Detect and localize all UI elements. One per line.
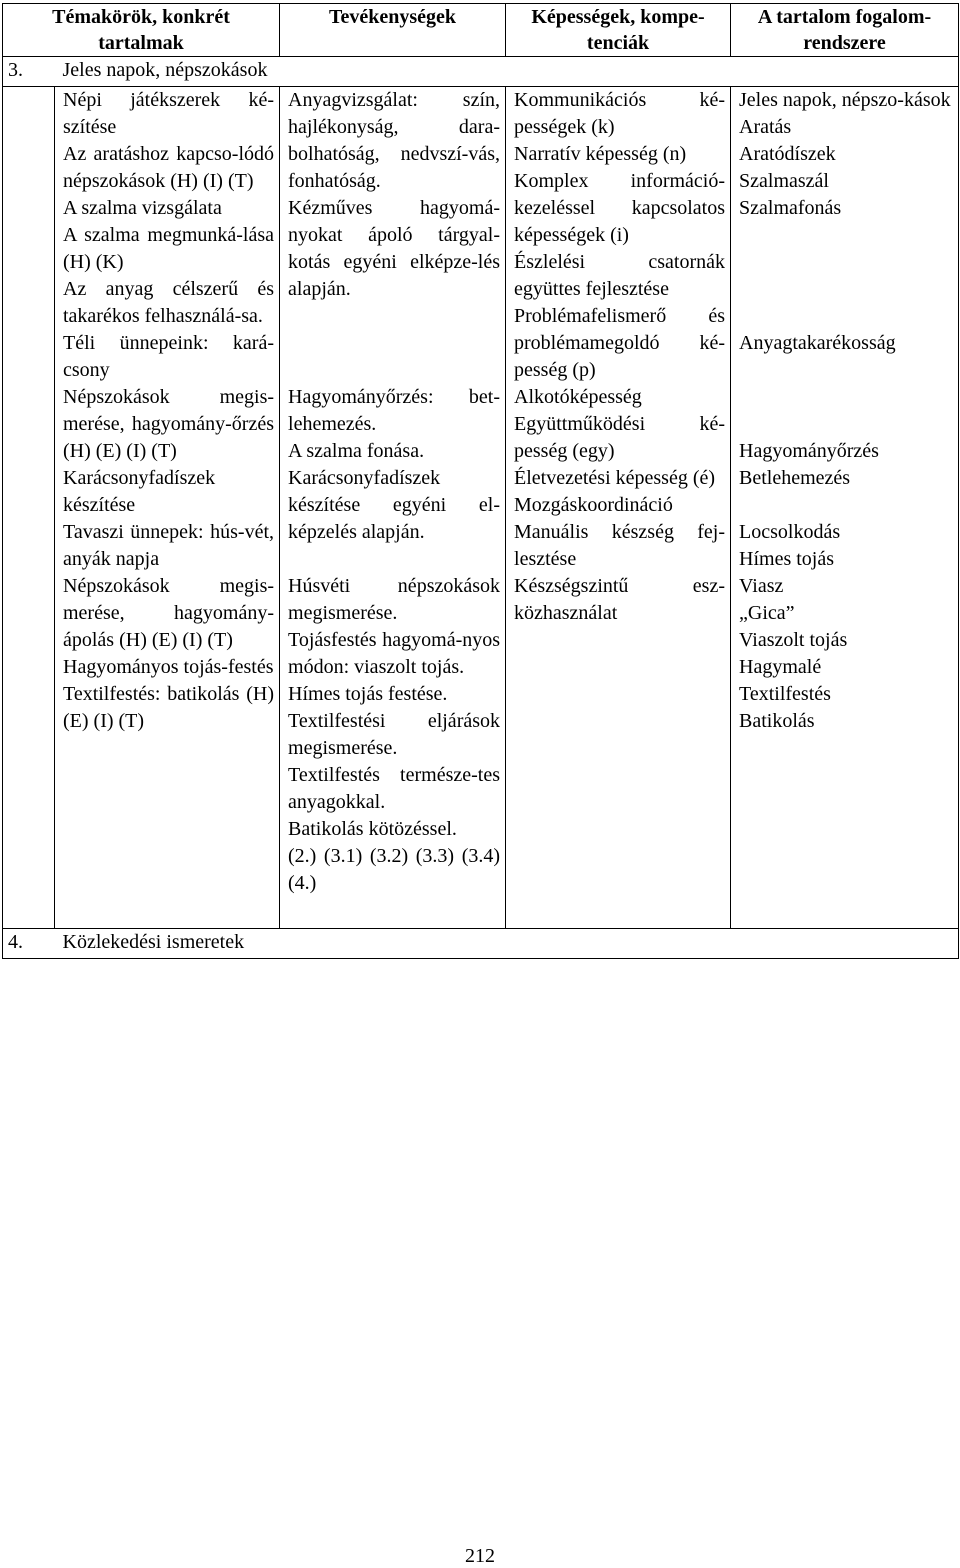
activity-item: Textilfestési eljárások megismerése. xyxy=(288,710,501,759)
skill-item: Komplex információ-kezeléssel kapcsolatos képességek (i) xyxy=(514,170,726,246)
header-row xyxy=(3,4,959,57)
concept-item: Aratódíszek xyxy=(739,143,836,165)
section-3-number: 3. xyxy=(3,57,55,87)
section-3-content-row xyxy=(3,87,959,929)
skill-item: Mozgáskoordináció xyxy=(514,494,673,516)
concept-item: Szalmaszál xyxy=(739,170,829,192)
concept-item: Jeles napok, népszo-kások xyxy=(739,89,951,111)
concept-item: Viasz xyxy=(739,575,784,597)
topics-cell xyxy=(55,87,280,929)
skill-item: Manuális készség fej-lesztése xyxy=(514,521,726,570)
skill-item: Kommunikációs ké-pességek (k) xyxy=(514,89,726,138)
section-3-row xyxy=(3,57,959,87)
concept-item: Aratás xyxy=(739,116,792,138)
activity-item: Húsvéti népszokások megismerése. xyxy=(288,575,501,624)
activity-item: Batikolás kötözéssel. xyxy=(288,818,457,840)
concept-item: Anyagtakarékosság xyxy=(739,332,896,354)
curriculum-table xyxy=(2,3,959,959)
skill-item: Alkotóképesség xyxy=(514,386,642,408)
skill-item: Életvezetési képesség (é) xyxy=(514,467,716,489)
topic-item: Népi játékszerek ké-szítése xyxy=(63,89,275,138)
activity-item: Anyagvizsgálat: szín, hajlékonyság, dara-bolhatóság, nedvszí-vás, fonhatóság. xyxy=(288,89,501,192)
skill-item: Együttműködési ké-pesség (egy) xyxy=(514,413,726,462)
topic-item: Népszokások megis-merése, hagyomány-őrzés (H) (E) (I) (T) xyxy=(63,386,275,462)
concept-item: Szalmafonás xyxy=(739,197,842,219)
topic-item: A szalma megmunká-lása (H) (K) xyxy=(63,224,275,273)
skills-cell xyxy=(506,87,731,929)
concept-item: Batikolás xyxy=(739,710,815,732)
skill-item: Észlelési csatornák együttes fejlesztése xyxy=(514,251,726,300)
activity-item: Hagyományőrzés: bet-lehemezés. xyxy=(288,386,501,435)
concept-item: Hímes tojás xyxy=(739,548,835,570)
activity-item: Textilfestés természe-tes anyagokkal. xyxy=(288,764,501,813)
concept-item: Viaszolt tojás xyxy=(739,629,848,651)
section-4-number: 4. xyxy=(3,929,55,959)
header-skills: Képességek, kompe-tenciák xyxy=(506,4,731,57)
topic-item: Textilfestés: batikolás (H) (E) (I) (T) xyxy=(63,683,275,732)
section-4-title: Közlekedési ismeretek xyxy=(55,929,959,959)
concept-item: Hagyományőrzés xyxy=(739,440,879,462)
header-concepts: A tartalom fogalom-rendszere xyxy=(731,4,959,57)
activity-item: Hímes tojás festése. xyxy=(288,683,448,705)
activity-item: Kézműves hagyomá-nyokat ápoló tárgyal-kotás egyéni elképze-lés alapján. xyxy=(288,197,501,300)
activity-item: Karácsonyfadíszek készítése egyéni el-képzelés alapján. xyxy=(288,467,501,543)
concept-item: Textilfestés xyxy=(739,683,831,705)
concept-item: Locsolkodás xyxy=(739,521,841,543)
activity-item: A szalma fonása. xyxy=(288,440,425,462)
header-topics: Témakörök, konkrét tartalmak xyxy=(3,4,280,57)
topic-item: A szalma vizsgálata xyxy=(63,197,222,219)
topic-item: Az aratáshoz kapcso-lódó népszokások (H) (I) (T) xyxy=(63,143,275,192)
topic-item: Az anyag célszerű és takarékos felhasználá-sa. xyxy=(63,278,275,327)
section-3-title: Jeles napok, népszokások xyxy=(55,57,959,87)
activities-cell xyxy=(280,87,506,929)
topic-item: Karácsonyfadíszek készítése xyxy=(63,467,216,516)
concepts-cell xyxy=(731,87,959,929)
section-4-row xyxy=(3,929,959,959)
activity-item: Tojásfestés hagyomá-nyos módon: viaszolt tojás. xyxy=(288,629,501,678)
header-activities: Tevékenységek xyxy=(280,4,506,57)
skill-item: Problémafelismerő és problémamegoldó ké-pesség (p) xyxy=(514,305,726,381)
skill-item: Készségszintű esz-közhasználat xyxy=(514,575,726,624)
activity-item: (2.) (3.1) (3.2) (3.3) (3.4) (4.) xyxy=(288,845,501,894)
topic-item: Hagyományos tojás-festés xyxy=(63,656,274,678)
section-3-empty-cell xyxy=(3,87,55,929)
topic-item: Téli ünnepeink: kará-csony xyxy=(63,332,275,381)
concept-item: „Gica” xyxy=(739,602,795,624)
topic-item: Népszokások megis-merése, hagyomány-ápolás (H) (E) (I) (T) xyxy=(63,575,275,651)
concept-item: Hagymalé xyxy=(739,656,822,678)
topic-item: Tavaszi ünnepek: hús-vét, anyák napja xyxy=(63,521,275,570)
page-number: 212 xyxy=(465,1545,495,1567)
concept-item: Betlehemezés xyxy=(739,467,851,489)
skill-item: Narratív képesség (n) xyxy=(514,143,687,165)
